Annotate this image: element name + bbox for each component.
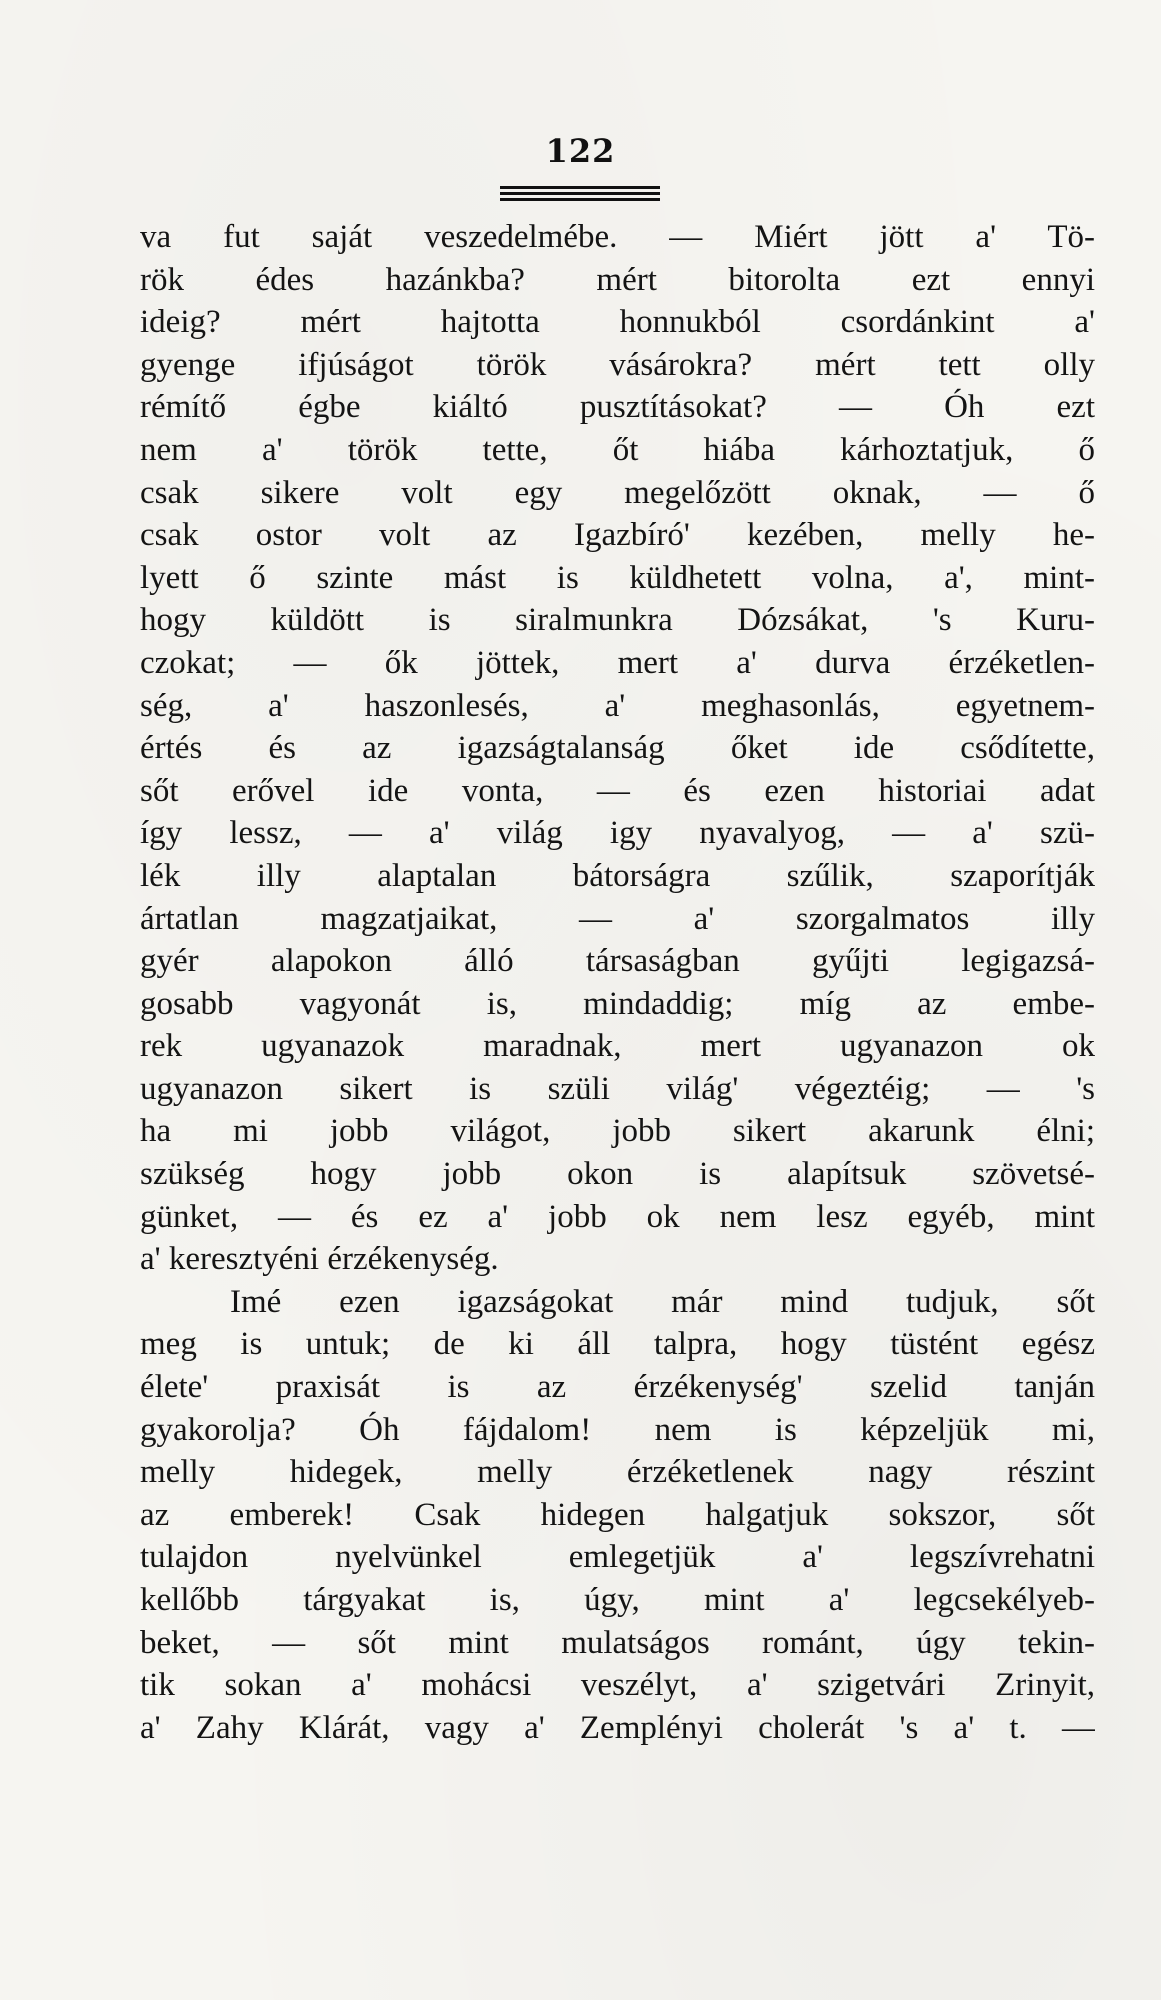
paragraph-start-line: Imé ezen igazságokat már mind tudjuk, sőt xyxy=(230,1283,1095,1320)
text-line: gyenge ifjúságot török vásárokra? mért tett olly xyxy=(140,346,1095,383)
text-line: értés és az igazságtalanság őket ide csődítette, xyxy=(140,730,1095,767)
text-line: lyett ő szinte mást is küldhetett volna, a', mint- xyxy=(140,559,1095,596)
text-line: tik sokan a' mohácsi veszélyt, a' szigetvári Zrinyit, xyxy=(140,1667,1095,1704)
text-line: sőt erővel ide vonta, — és ezen historiai adat xyxy=(140,772,1095,809)
text-line: ség, a' haszonlesés, a' meghasonlás, egyetnem- xyxy=(140,687,1095,724)
text-line: szükség hogy jobb okon is alapítsuk szövetsé- xyxy=(140,1156,1095,1193)
text-line: nem a' török tette, őt hiába kárhoztatjuk, ő xyxy=(140,431,1095,468)
text-line: az emberek! Csak hidegen halgatjuk sokszor, sőt xyxy=(140,1496,1095,1533)
text-line: hogy küldött is siralmunkra Dózsákat, 's Kuru- xyxy=(140,602,1095,639)
text-line: a' Zahy Klárát, vagy a' Zemplényi cholerát 's a' t. — xyxy=(140,1709,1095,1746)
text-line: meg is untuk; de ki áll talpra, hogy tüstént egész xyxy=(140,1326,1095,1363)
text-line: lék illy alaptalan bátorságra szűlik, szaporítják xyxy=(140,857,1095,894)
text-line: rek ugyanazok maradnak, mert ugyanazon ok xyxy=(140,1028,1095,1065)
text-line: gosabb vagyonát is, mindaddig; míg az embe- xyxy=(140,985,1095,1022)
page-number: 122 xyxy=(545,132,616,170)
text-line: gyakorolja? Óh fájdalom! nem is képzeljük mi, xyxy=(140,1411,1095,1448)
text-line: csak ostor volt az Igazbíró' kezében, melly he- xyxy=(140,517,1095,554)
header-rule xyxy=(500,198,660,201)
text-line: beket, — sőt mint mulatságos románt, úgy tekin- xyxy=(140,1624,1095,1661)
header-rule xyxy=(500,186,660,189)
text-line: ha mi jobb világot, jobb sikert akarunk élni; xyxy=(140,1113,1095,1150)
text-line: kellőbb tárgyakat is, úgy, mint a' legcsekélyeb- xyxy=(140,1582,1095,1618)
text-line: gyér alapokon álló társaságban gyűjti legigazsá- xyxy=(140,943,1095,980)
text-line: melly hidegek, melly érzéketlenek nagy részint xyxy=(140,1454,1095,1491)
text-line: élete' praxisát is az érzékenység' szelid tanján xyxy=(140,1369,1095,1406)
paragraph-end-line: a' keresztyéni érzékenység. xyxy=(140,1241,499,1278)
text-line: csak sikere volt egy megelőzött oknak, — ő xyxy=(140,474,1095,511)
text-line: rémítő égbe kiáltó pusztításokat? — Óh ezt xyxy=(140,389,1095,426)
text-line: va fut saját veszedelmébe. — Miért jött a' Tö- xyxy=(140,219,1095,255)
text-line: így lessz, — a' világ igy nyavalyog, — a' szü- xyxy=(140,815,1095,852)
text-line: tulajdon nyelvünkel emlegetjük a' legszívrehatni xyxy=(140,1539,1095,1576)
body-text xyxy=(140,216,1095,1749)
text-line: czokat; — ők jöttek, mert a' durva érzéketlen- xyxy=(140,644,1095,681)
header-rule xyxy=(500,192,660,195)
text-line: ugyanazon sikert is szüli világ' végeztéig; — 's xyxy=(140,1070,1095,1107)
text-line: ártatlan magzatjaikat, — a' szorgalmatos illy xyxy=(140,900,1095,937)
text-line: rök édes hazánkba? mért bitorolta ezt ennyi xyxy=(140,261,1095,298)
text-line: günket, — és ez a' jobb ok nem lesz egyéb, mint xyxy=(140,1198,1095,1235)
text-line: ideig? mért hajtotta honnukból csordánkint a' xyxy=(140,304,1095,341)
